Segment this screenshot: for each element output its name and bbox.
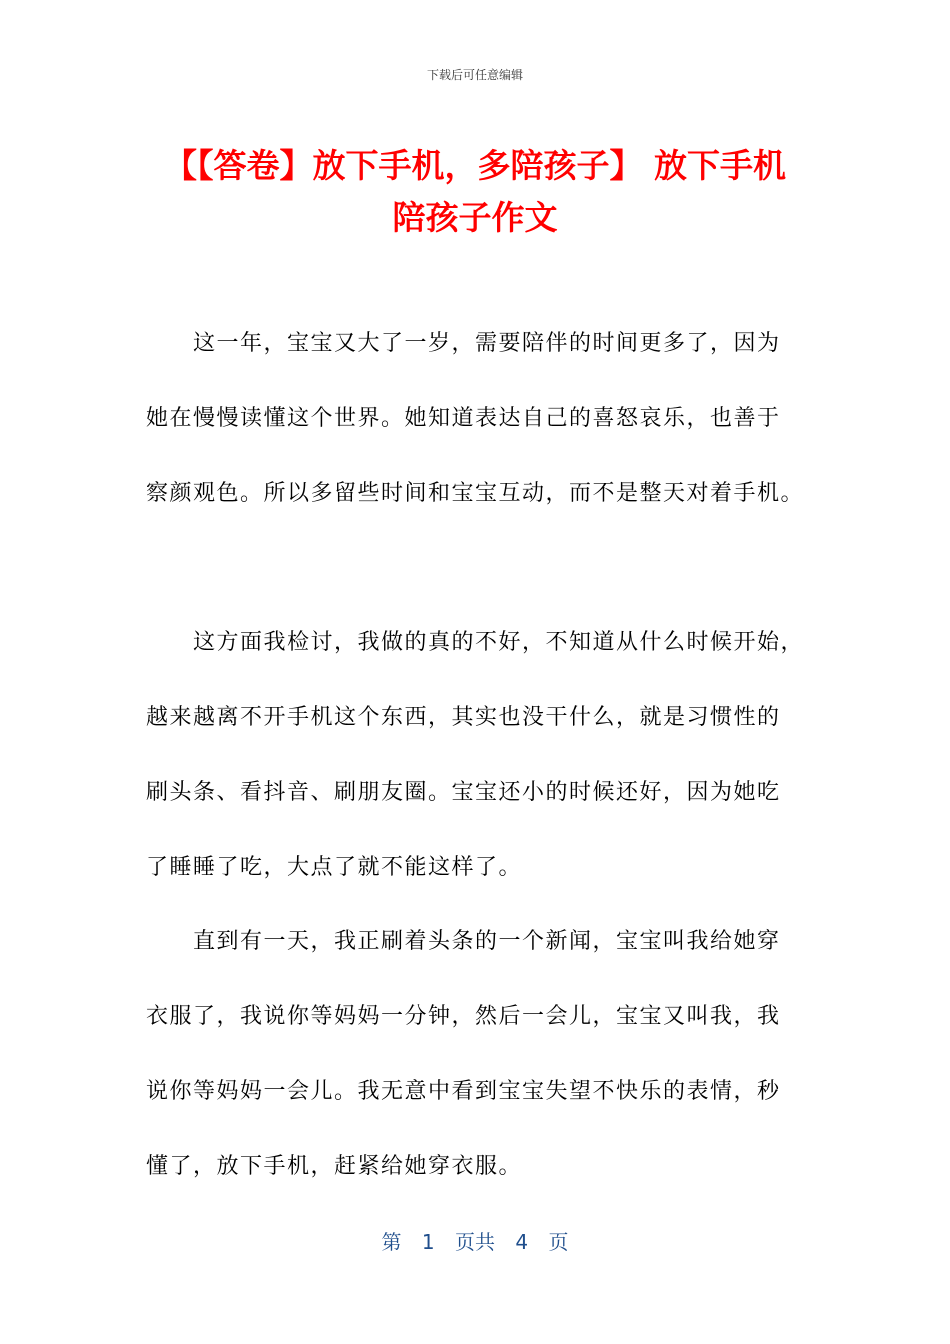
paragraph-1 <box>146 306 808 531</box>
paragraph-line: 刷头条、看抖音、刷朋友圈。宝宝还小的时候还好，因为她吃 <box>146 780 781 805</box>
footer-suffix: 页 <box>548 1230 569 1254</box>
paragraph-3 <box>146 904 808 1204</box>
footer-prefix: 第 <box>381 1230 402 1254</box>
title-line-2: 陪孩子作文 <box>392 198 558 237</box>
document-title <box>120 140 830 244</box>
header-note: 下载后可任意编辑 <box>426 68 523 82</box>
footer-total-pages: 4 <box>515 1230 529 1254</box>
footer-current-page: 1 <box>421 1230 435 1254</box>
paragraph-line: 越来越离不开手机这个东西，其实也没干什么，就是习惯性的 <box>146 705 781 730</box>
paragraph-line: 直到有一天，我正刷着头条的一个新闻，宝宝叫我给她穿 <box>193 929 781 954</box>
paragraph-line: 衣服了，我说你等妈妈一分钟，然后一会儿，宝宝又叫我，我 <box>146 1004 781 1029</box>
footer-middle: 页共 <box>455 1230 495 1254</box>
title-line-1: 【【答卷】放下手机，多陪孩子】 放下手机 <box>164 146 786 185</box>
paragraph-line: 懂了，放下手机，赶紧给她穿衣服。 <box>146 1154 523 1179</box>
page-number-footer <box>0 1226 950 1255</box>
paragraph-line: 她在慢慢读懂这个世界。她知道表达自己的喜怒哀乐，也善于 <box>146 406 781 431</box>
paragraph-line: 这方面我检讨，我做的真的不好，不知道从什么时候开始， <box>193 630 805 655</box>
paragraph-line: 了睡睡了吃，大点了就不能这样了。 <box>146 855 523 880</box>
paragraph-2 <box>146 605 808 905</box>
paragraph-line: 这一年，宝宝又大了一岁，需要陪伴的时间更多了，因为 <box>193 331 781 356</box>
paragraph-line: 察颜观色。所以多留些时间和宝宝互动，而不是整天对着手机。 <box>146 481 805 506</box>
paragraph-line: 说你等妈妈一会儿。我无意中看到宝宝失望不快乐的表情，秒 <box>146 1079 781 1104</box>
